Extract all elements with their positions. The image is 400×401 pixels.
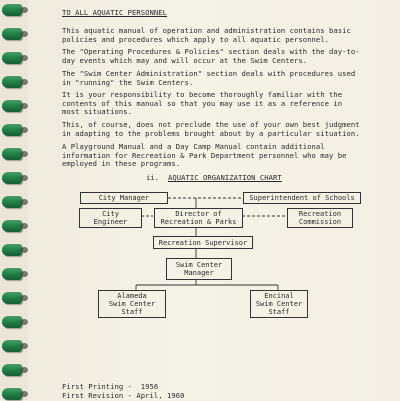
recreation-supervisor-box: Recreation Supervisor bbox=[153, 236, 253, 249]
city-manager-box: City Manager bbox=[80, 192, 168, 204]
city-engineer-box: City Engineer bbox=[79, 208, 142, 228]
memo-paragraph-judgment: This, of course, does not preclude the use of your own best judgment in adapting to the problems brought about by a particular situation. bbox=[62, 120, 360, 138]
memo-paragraph-procedures: The "Operating Procedures & Policies" section deals with the day-to- day events which may and will occur at the Swim Centers. bbox=[62, 47, 360, 65]
encinal-staff-box: Encinal Swim Center Staff bbox=[250, 290, 308, 318]
memo-paragraph-administration: The "Swim Center Administration" section deals with procedures used in "running" the Swim Centers. bbox=[62, 69, 356, 87]
recreation-commission-box: Recreation Commission bbox=[287, 208, 353, 228]
swim-center-manager-box: Swim Center Manager bbox=[166, 258, 232, 280]
memo-paragraph-intro: This aquatic manual of operation and administration contains basic policies and procedures which apply to all aquatic personnel. bbox=[62, 26, 351, 44]
alameda-staff-box: Alameda Swim Center Staff bbox=[98, 290, 166, 318]
director-box: Director of Recreation & Parks bbox=[154, 208, 243, 228]
memo-heading: TO ALL AQUATIC PERSONNEL bbox=[62, 8, 168, 17]
first-revision: First Revision - April, 1960 bbox=[62, 391, 185, 400]
memo-paragraph-responsibility: It is your responsibility to become thoroughly familiar with the contents of this manual so that you may use it as a reference in most situations. bbox=[62, 90, 343, 117]
superintendent-box: Superintendent of Schools bbox=[243, 192, 361, 204]
chart-section-number: ii. bbox=[146, 173, 160, 182]
first-printing: First Printing - 1956 bbox=[62, 382, 159, 391]
chart-title: AQUATIC ORGANIZATION CHART bbox=[168, 173, 282, 182]
memo-paragraph-manuals: A Playground Manual and a Day Camp Manual contain additional information for Recreation & Park Department personnel who may be employed in these programs. bbox=[62, 142, 347, 169]
